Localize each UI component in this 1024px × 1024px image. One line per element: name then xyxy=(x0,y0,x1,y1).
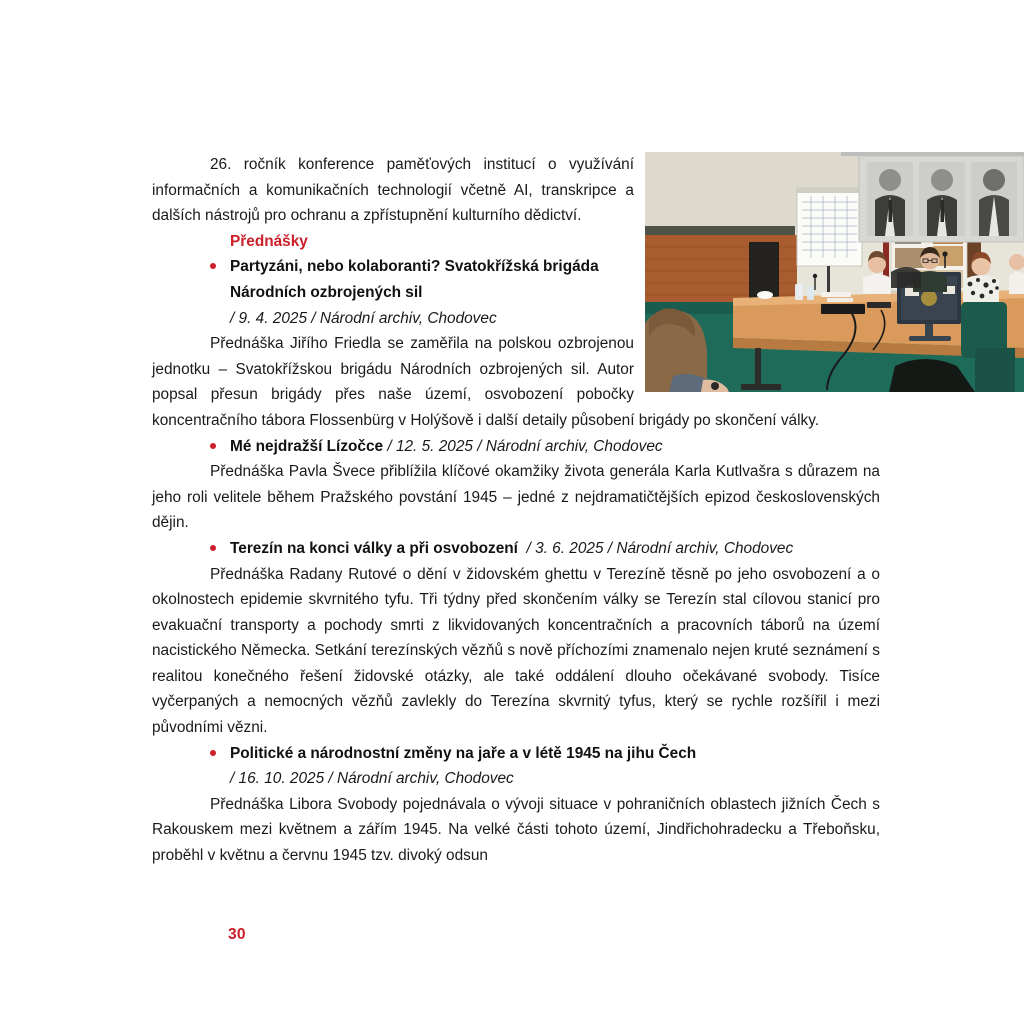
lecture-item-title xyxy=(152,741,880,767)
lecture-body: Přednáška Pavla Švece přiblížila klíčové okamžiky života generála Karla Kutlvašra s důrazem na jeho roli velitele během Pražského povstání 1945 – jedné z nejdramatičtějších epizod československých dějin. xyxy=(152,463,880,532)
lecture-item-title xyxy=(152,434,880,460)
lecture-title: Mé nejdražší Lízočce xyxy=(230,437,384,455)
lecture-meta: / 12. 5. 2025 / Národní archiv, Chodovec xyxy=(387,437,663,455)
section-heading: Přednášky xyxy=(230,232,308,250)
lecture-meta: / 3. 6. 2025 / Národní archiv, Chodovec xyxy=(526,539,794,557)
lecture-title: Politické a národnostní změny na jaře a v létě 1945 na jihu Čech xyxy=(230,744,697,762)
intro-paragraph xyxy=(152,152,880,229)
lecture-title: Terezín na konci války a při osvobození xyxy=(230,539,518,557)
text-column xyxy=(152,152,880,869)
lecture-body: Přednáška Jiřího Friedla se zaměřila na polskou ozbrojenou jednotku – Svatokřížskou brigádu Národních ozbrojených sil. Autor popsal přesun brigády přes naše území, osvobození pobočky koncentračního tábora Flossenbürg v Holýšově i další detaily působení brigády po skončení války. xyxy=(152,335,820,429)
lecture-body: Přednáška Radany Rutové o dění v židovském ghettu v Terezíně těsně po jeho osvobození a o okolnostech epidemie skvrnitého tyfu. Tři týdny před skončením války se Terezín stal cílovou stanicí pro evakuační transporty a pochody smrti z likvidovaných koncentračních a pracovních táborů na území nacistického Německa. Setkání terezínských vězňů s nově příchozími znamenalo nejen kruté seznámení s realitou konečného řešení židovské otázky, ale také oddálení dlouho očekávané svobody. Tisíce vyčerpaných a nemocných vězňů zavlekly do Terezína skvrnitý tyfus, který se rychle rozšířil i mezi původními vězni. xyxy=(152,565,880,737)
lecture-title: Partyzáni, nebo kolaboranti? Svatokřížská brigáda Národních ozbrojených sil xyxy=(230,258,599,301)
bullet-dot-icon xyxy=(210,263,216,269)
bullet-dot-icon xyxy=(210,750,216,756)
lecture-item-title xyxy=(152,536,880,562)
lecture-body: Přednáška Libora Svobody pojednávala o vývoji situace v pohraničních oblastech jižních Čech s Rakouskem mezi květnem a zářím 1945. Na velké části tohoto území, Jindřichohradecku a Třeboňsku, proběhl v květnu a červnu 1945 tzv. divoký odsun xyxy=(152,795,880,865)
lecture-item-title xyxy=(152,254,880,305)
bullet-dot-icon xyxy=(210,545,216,551)
bullet-dot-icon xyxy=(210,443,216,449)
page-number: 30 xyxy=(228,926,246,943)
lecture-meta: / 9. 4. 2025 / Národní archiv, Chodovec xyxy=(230,309,497,327)
intro-text: 26. ročník konference paměťových institucí o využívání informačních a komunikačních technologií včetně AI, transkripce a dalších nástrojů pro ochranu a zpřístupnění kulturního dědictví. xyxy=(152,156,634,225)
lecture-meta: / 16. 10. 2025 / Národní archiv, Chodovec xyxy=(230,770,514,788)
